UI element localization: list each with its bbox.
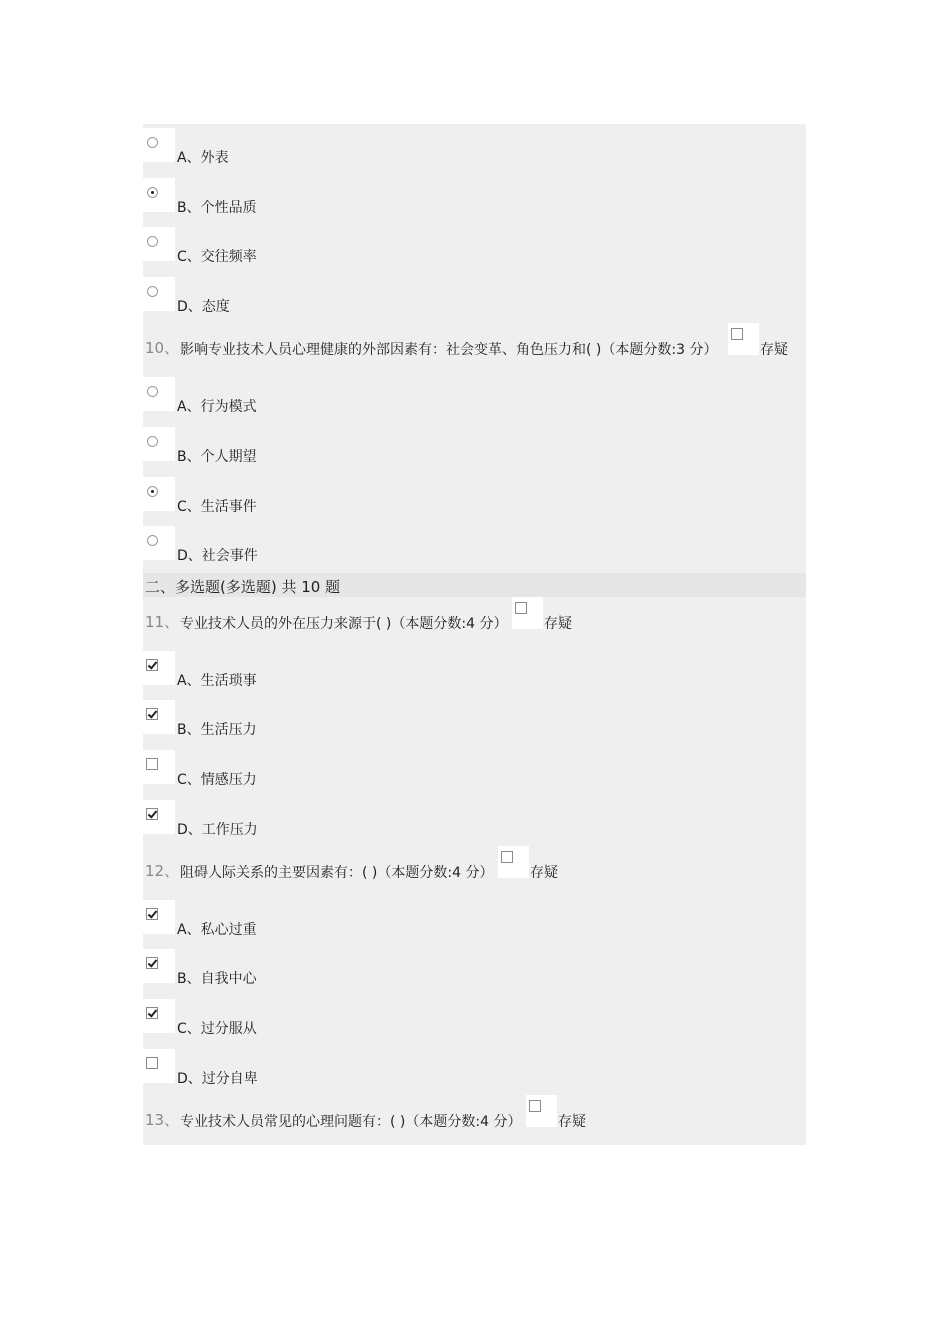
radio-button-selected[interactable] — [147, 187, 158, 198]
doubt-checkbox[interactable] — [515, 602, 527, 614]
option-label: C、过分服从 — [177, 1021, 257, 1037]
question-stem: 专业技术人员的外在压力来源于( )（本题分数:4 分） — [180, 616, 508, 632]
option-label: B、个性品质 — [177, 200, 257, 216]
question-number: 11、 — [145, 613, 180, 631]
option-label: D、工作压力 — [177, 822, 258, 838]
question-stem: 阻碍人际关系的主要因素有：( )（本题分数:4 分） — [180, 865, 494, 881]
checkbox-checked[interactable] — [146, 708, 158, 720]
question-stem: 影响专业技术人员心理健康的外部因素有：社会变革、角色压力和( )（本题分数:3 分） — [180, 342, 718, 358]
radio-button[interactable] — [147, 436, 158, 447]
checkbox-checked[interactable] — [146, 957, 158, 969]
doubt-label: 存疑 — [760, 342, 788, 358]
q11-option-b[interactable] — [143, 700, 806, 748]
q11-option-c[interactable] — [143, 750, 806, 798]
q9-option-b[interactable] — [143, 178, 806, 226]
q12-option-d[interactable] — [143, 1049, 806, 1097]
checkbox[interactable] — [146, 1057, 158, 1069]
doubt-label: 存疑 — [530, 865, 558, 881]
radio-button[interactable] — [147, 236, 158, 247]
option-label: D、态度 — [177, 299, 230, 315]
option-label: D、过分自卑 — [177, 1071, 258, 1087]
q11-option-a[interactable] — [143, 651, 806, 699]
question-number: 13、 — [145, 1111, 180, 1129]
option-label: D、社会事件 — [177, 548, 258, 564]
option-label: C、生活事件 — [177, 499, 257, 515]
radio-button[interactable] — [147, 286, 158, 297]
radio-button[interactable] — [147, 535, 158, 546]
q10-option-b[interactable] — [143, 427, 806, 475]
q9-option-c[interactable] — [143, 227, 806, 275]
question-stem: 专业技术人员常见的心理问题有：( )（本题分数:4 分） — [180, 1114, 522, 1130]
option-label: B、自我中心 — [177, 971, 257, 987]
doubt-checkbox[interactable] — [501, 851, 513, 863]
question-12 — [143, 846, 806, 886]
checkbox[interactable] — [146, 758, 158, 770]
checkbox-checked[interactable] — [146, 808, 158, 820]
q9-option-a[interactable] — [143, 128, 806, 176]
option-label: C、情感压力 — [177, 772, 257, 788]
q10-option-c[interactable] — [143, 477, 806, 525]
q11-option-d[interactable] — [143, 800, 806, 848]
option-label: B、生活压力 — [177, 722, 257, 738]
q10-option-d[interactable] — [143, 526, 806, 574]
section-title: 二、多选题(多选题) 共 10 题 — [145, 578, 341, 596]
q12-option-c[interactable] — [143, 999, 806, 1047]
question-number: 12、 — [145, 862, 180, 880]
doubt-label: 存疑 — [544, 616, 572, 632]
question-11 — [143, 597, 806, 637]
q9-option-d[interactable] — [143, 277, 806, 325]
question-13 — [143, 1095, 806, 1135]
option-label: C、交往频率 — [177, 249, 257, 265]
question-10 — [143, 323, 806, 363]
radio-button-selected[interactable] — [147, 486, 158, 497]
q10-option-a[interactable] — [143, 377, 806, 425]
option-label: A、外表 — [177, 150, 229, 166]
section-header-multiple-choice — [143, 573, 806, 597]
option-label: A、生活琐事 — [177, 673, 257, 689]
option-label: A、行为模式 — [177, 399, 257, 415]
q12-option-a[interactable] — [143, 900, 806, 948]
question-number: 10、 — [145, 339, 180, 357]
option-label: B、个人期望 — [177, 449, 257, 465]
radio-button[interactable] — [147, 137, 158, 148]
checkbox-checked[interactable] — [146, 908, 158, 920]
option-label: A、私心过重 — [177, 922, 257, 938]
q12-option-b[interactable] — [143, 949, 806, 997]
checkbox-checked[interactable] — [146, 659, 158, 671]
radio-button[interactable] — [147, 386, 158, 397]
doubt-checkbox[interactable] — [731, 328, 743, 340]
doubt-label: 存疑 — [558, 1114, 586, 1130]
doubt-checkbox[interactable] — [529, 1100, 541, 1112]
checkbox-checked[interactable] — [146, 1007, 158, 1019]
